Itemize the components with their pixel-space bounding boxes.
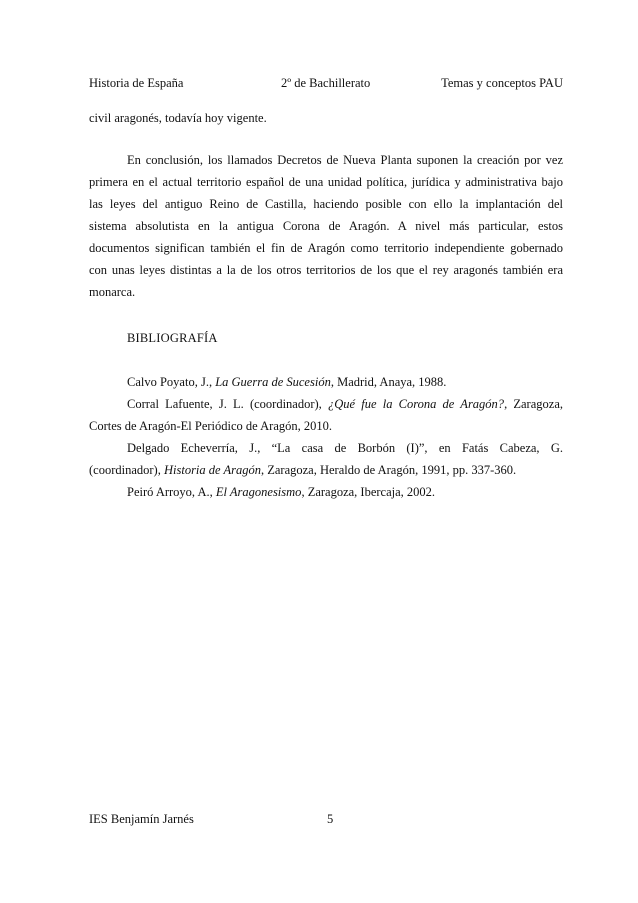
book-title: El Aragonesismo [215, 485, 302, 499]
conclusion-line: documentos significan también el fin de Aragón como territorio independiente gobernado [89, 241, 563, 255]
continuation-line: civil aragonés, todavía hoy vigente. [89, 111, 267, 125]
conclusion-line: primera en el actual territorio español de una unidad política, jurídica y administrativa bajo [89, 175, 563, 189]
bibliography-entry-continuation: Cortes de Aragón-El Periódico de Aragón, 2010. [89, 419, 333, 433]
conclusion-line: sistema absolutista en la antigua Corona de Aragón. A nivel más particular, estos [89, 219, 563, 233]
book-title: ¿Qué fue la Corona de Aragón? [328, 397, 505, 411]
bibliography-entry: Delgado Echeverría, J., “La casa de Borbón (I)”, en Fatás Cabeza, G. [127, 441, 563, 455]
book-title: Historia de Aragón [163, 463, 261, 477]
header-subject: Historia de España [89, 76, 184, 90]
book-title: La Guerra de Sucesión [215, 375, 331, 389]
header-course: 2º de Bachillerato [281, 76, 371, 90]
bibliography-entry-continuation: (coordinador), Historia de Aragón, Zaragoza, Heraldo de Aragón, 1991, pp. 337-360. [89, 463, 517, 477]
bibliography-entry: Calvo Poyato, J., La Guerra de Sucesión, Madrid, Anaya, 1988. [127, 375, 447, 389]
bibliography-heading: BIBLIOGRAFÍA [127, 331, 218, 345]
page-header [89, 76, 563, 96]
conclusion-line: las leyes del antiguo Reino de Castilla, haciendo posible con ello la implantación del [89, 197, 563, 211]
conclusion-line: En conclusión, los llamados Decretos de Nueva Planta suponen la creación por vez [127, 153, 563, 167]
conclusion-line: monarca. [89, 285, 136, 299]
header-topic: Temas y conceptos PAU [441, 76, 563, 90]
bibliography-entry: Corral Lafuente, J. L. (coordinador), ¿Qué fue la Corona de Aragón?, Zaragoza, [127, 397, 563, 411]
page-footer [89, 812, 563, 832]
conclusion-line: con unas leyes distintas a la de los otros territorios de los que el rey aragonés también era [89, 263, 563, 277]
page-number: 5 [327, 812, 334, 826]
footer-school: IES Benjamín Jarnés [89, 812, 194, 826]
bibliography-entry: Peiró Arroyo, A., El Aragonesismo, Zaragoza, Ibercaja, 2002. [127, 485, 436, 499]
